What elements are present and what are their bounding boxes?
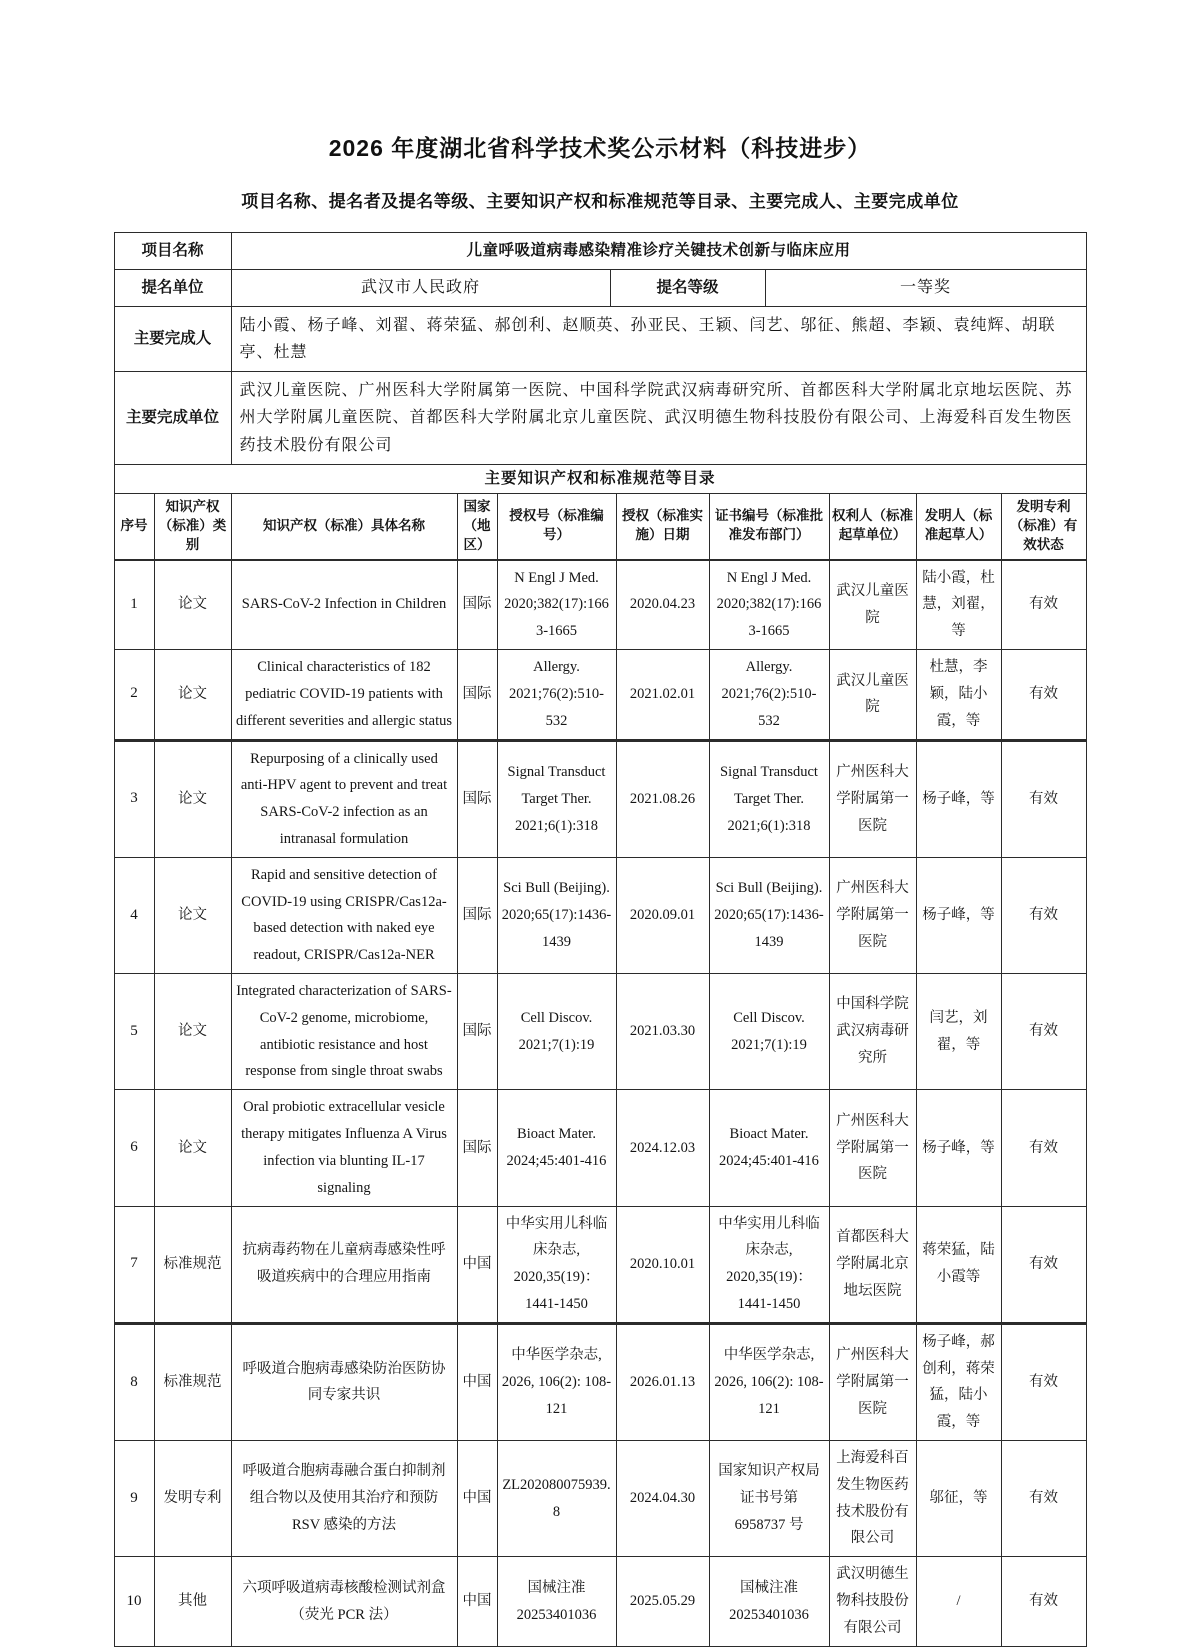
date-column-header: 授权（标准实施）日期 [616,494,709,560]
owner-cell: 中国科学院武汉病毒研究所 [829,974,916,1090]
inventor-cell: 杨子峰，等 [916,740,1001,857]
inventor-cell: / [916,1557,1001,1646]
inventor-cell: 蒋荣猛，陆小霞等 [916,1206,1001,1323]
date-cell: 2024.04.30 [616,1441,709,1557]
number-cell: Cell Discov. 2021;7(1):19 [497,974,616,1090]
seq-cell: 6 [114,1090,154,1206]
date-cell: 2020.09.01 [616,857,709,973]
status-cell: 有效 [1001,560,1086,650]
owner-column-header: 权利人（标准起草单位） [829,494,916,560]
status-cell: 有效 [1001,740,1086,857]
table-row [114,1323,1086,1440]
category-cell: 论文 [154,1090,231,1206]
nominator-row [114,270,1086,307]
name-cell: Clinical characteristics of 182 pediatric COVID-19 patients with different severities and allergic status [231,650,457,740]
name-cell: Oral probiotic extracellular vesicle therapy mitigates Influenza A Virus infection via blunting IL-17 signaling [231,1090,457,1206]
inventor-cell: 杨子峰，等 [916,857,1001,973]
seq-cell: 5 [114,974,154,1090]
units-row [114,372,1086,465]
page-title: 2026 年度湖北省科学技术奖公示材料（科技进步） [328,135,872,161]
seq-cell: 7 [114,1206,154,1323]
seq-cell: 1 [114,560,154,650]
units-label: 主要完成单位 [114,372,231,465]
status-cell: 有效 [1001,1206,1086,1323]
number-cell: Allergy. 2021;76(2):510-532 [497,650,616,740]
country-cell: 国际 [457,1090,497,1206]
country-cell: 中国 [457,1441,497,1557]
certificate-cell: Sci Bull (Beijing). 2020;65(17):1436-1439 [709,857,829,973]
section-title-row [114,465,1086,494]
ip-table-header-row [114,494,1086,560]
ip-table-body [114,560,1086,1647]
grade-label: 提名等级 [610,270,765,307]
seq-cell: 10 [114,1557,154,1646]
owner-cell: 广州医科大学附属第一医院 [829,1323,916,1440]
category-cell: 其他 [154,1557,231,1646]
status-cell: 有效 [1001,1323,1086,1440]
name-cell: Rapid and sensitive detection of COVID-19 using CRISPR/Cas12a-based detection with naked eye readout, CRISPR/Cas12a-NER [231,857,457,973]
category-cell: 发明专利 [154,1441,231,1557]
category-cell: 论文 [154,740,231,857]
certificate-cell: 国械注准 20253401036 [709,1557,829,1646]
name-cell: Repurposing of a clinically used anti-HPV agent to prevent and treat SARS-CoV-2 infection as an intranasal formulation [231,740,457,857]
inventor-cell: 陆小霞，杜慧，刘翟，等 [916,560,1001,650]
units-value: 武汉儿童医院、广州医科大学附属第一医院、中国科学院武汉病毒研究所、首都医科大学附属北京地坛医院、苏州大学附属儿童医院、首都医科大学附属北京儿童医院、武汉明德生物科技股份有限公司、上海爱科百发生物医药技术股份有限公司 [231,372,1086,465]
certificate-cell: 中华实用儿科临床杂志, 2020,35(19)：1441-1450 [709,1206,829,1323]
table-row [114,1090,1086,1206]
table-row [114,974,1086,1090]
seq-cell: 8 [114,1323,154,1440]
status-cell: 有效 [1001,650,1086,740]
certificate-cell: N Engl J Med. 2020;382(17):1663-1665 [709,560,829,650]
country-cell: 国际 [457,974,497,1090]
country-cell: 中国 [457,1323,497,1440]
seq-cell: 2 [114,650,154,740]
date-cell: 2021.02.01 [616,650,709,740]
status-cell: 有效 [1001,1090,1086,1206]
date-cell: 2024.12.03 [616,1090,709,1206]
owner-cell: 首都医科大学附属北京地坛医院 [829,1206,916,1323]
inventor-cell: 杨子峰，郝创利，蒋荣猛，陆小霞，等 [916,1323,1001,1440]
table-row [114,1557,1086,1646]
table-row [114,740,1086,857]
date-cell: 2026.01.13 [616,1323,709,1440]
inventor-cell: 闫艺，刘翟，等 [916,974,1001,1090]
project-name-value: 儿童呼吸道病毒感染精准诊疗关键技术创新与临床应用 [231,233,1086,270]
project-info-table [114,232,1087,494]
number-cell: Signal Transduct Target Ther. 2021;6(1):318 [497,740,616,857]
table-row [114,560,1086,650]
seq-cell: 4 [114,857,154,973]
certificate-cell: 国家知识产权局证书号第 6958737 号 [709,1441,829,1557]
certificate-cell: Allergy. 2021;76(2):510-532 [709,650,829,740]
country-cell: 国际 [457,857,497,973]
table-row [114,1441,1086,1557]
certificate-cell: Bioact Mater. 2024;45:401-416 [709,1090,829,1206]
number-cell: 中华医学杂志, 2026, 106(2): 108-121 [497,1323,616,1440]
date-cell: 2021.03.30 [616,974,709,1090]
country-column-header: 国家（地区） [457,494,497,560]
number-cell: ZL202080075939.8 [497,1441,616,1557]
name-cell: 六项呼吸道病毒核酸检测试剂盒（荧光 PCR 法） [231,1557,457,1646]
inventor-column-header: 发明人（标准起草人） [916,494,1001,560]
date-cell: 2021.08.26 [616,740,709,857]
name-cell: 抗病毒药物在儿童病毒感染性呼吸道疾病中的合理应用指南 [231,1206,457,1323]
category-column-header: 知识产权（标准）类别 [154,494,231,560]
grade-value: 一等奖 [765,270,1086,307]
contributors-value: 陆小霞、杨子峰、刘翟、蒋荣猛、郝创利、赵顺英、孙亚民、王颖、闫艺、邬征、熊超、李颖、袁纯辉、胡联亭、杜慧 [231,307,1086,372]
seq-column-header: 序号 [114,494,154,560]
category-cell: 论文 [154,650,231,740]
seq-cell: 9 [114,1441,154,1557]
country-cell: 国际 [457,560,497,650]
category-cell: 标准规范 [154,1206,231,1323]
number-cell: 国械注准 20253401036 [497,1557,616,1646]
ip-table [114,493,1087,1647]
nominator-label: 提名单位 [114,270,231,307]
category-cell: 标准规范 [154,1323,231,1440]
country-cell: 国际 [457,740,497,857]
status-cell: 有效 [1001,974,1086,1090]
status-cell: 有效 [1001,857,1086,973]
project-name-label: 项目名称 [114,233,231,270]
page-subtitle: 项目名称、提名者及提名等级、主要知识产权和标准规范等目录、主要完成人、主要完成单位 [241,192,959,211]
country-cell: 中国 [457,1206,497,1323]
category-cell: 论文 [154,974,231,1090]
inventor-cell: 邬征，等 [916,1441,1001,1557]
contributors-label: 主要完成人 [114,307,231,372]
seq-cell: 3 [114,740,154,857]
nominator-value: 武汉市人民政府 [231,270,610,307]
certificate-cell: Cell Discov. 2021;7(1):19 [709,974,829,1090]
inventor-cell: 杨子峰，等 [916,1090,1001,1206]
certificate-column-header: 证书编号（标准批准发布部门） [709,494,829,560]
owner-cell: 广州医科大学附属第一医院 [829,1090,916,1206]
category-cell: 论文 [154,857,231,973]
name-cell: Integrated characterization of SARS-CoV-2 genome, microbiome, antibiotic resistance and host response from single throat swabs [231,974,457,1090]
owner-cell: 上海爱科百发生物医药技术股份有限公司 [829,1441,916,1557]
status-column-header: 发明专利（标准）有效状态 [1001,494,1086,560]
owner-cell: 广州医科大学附属第一医院 [829,740,916,857]
table-row [114,857,1086,973]
country-cell: 中国 [457,1557,497,1646]
ip-section-title: 主要知识产权和标准规范等目录 [114,465,1086,494]
number-cell: Bioact Mater. 2024;45:401-416 [497,1090,616,1206]
name-cell: SARS-CoV-2 Infection in Children [231,560,457,650]
status-cell: 有效 [1001,1557,1086,1646]
owner-cell: 武汉儿童医院 [829,650,916,740]
name-cell: 呼吸道合胞病毒感染防治医防协同专家共识 [231,1323,457,1440]
certificate-cell: Signal Transduct Target Ther. 2021;6(1):318 [709,740,829,857]
status-cell: 有效 [1001,1441,1086,1557]
number-cell: N Engl J Med. 2020;382(17):1663-1665 [497,560,616,650]
owner-cell: 广州医科大学附属第一医院 [829,857,916,973]
certificate-cell: 中华医学杂志, 2026, 106(2): 108-121 [709,1323,829,1440]
name-cell: 呼吸道合胞病毒融合蛋白抑制剂组合物以及使用其治疗和预防 RSV 感染的方法 [231,1441,457,1557]
number-column-header: 授权号（标准编号） [497,494,616,560]
date-cell: 2020.04.23 [616,560,709,650]
project-name-row [114,233,1086,270]
contributors-row [114,307,1086,372]
number-cell: 中华实用儿科临床杂志, 2020,35(19)：1441-1450 [497,1206,616,1323]
category-cell: 论文 [154,560,231,650]
number-cell: Sci Bull (Beijing). 2020;65(17):1436-1439 [497,857,616,973]
country-cell: 国际 [457,650,497,740]
inventor-cell: 杜慧，李颖，陆小霞，等 [916,650,1001,740]
owner-cell: 武汉明德生物科技股份有限公司 [829,1557,916,1646]
date-cell: 2020.10.01 [616,1206,709,1323]
owner-cell: 武汉儿童医院 [829,560,916,650]
table-row [114,1206,1086,1323]
name-column-header: 知识产权（标准）具体名称 [231,494,457,560]
table-row [114,650,1086,740]
date-cell: 2025.05.29 [616,1557,709,1646]
